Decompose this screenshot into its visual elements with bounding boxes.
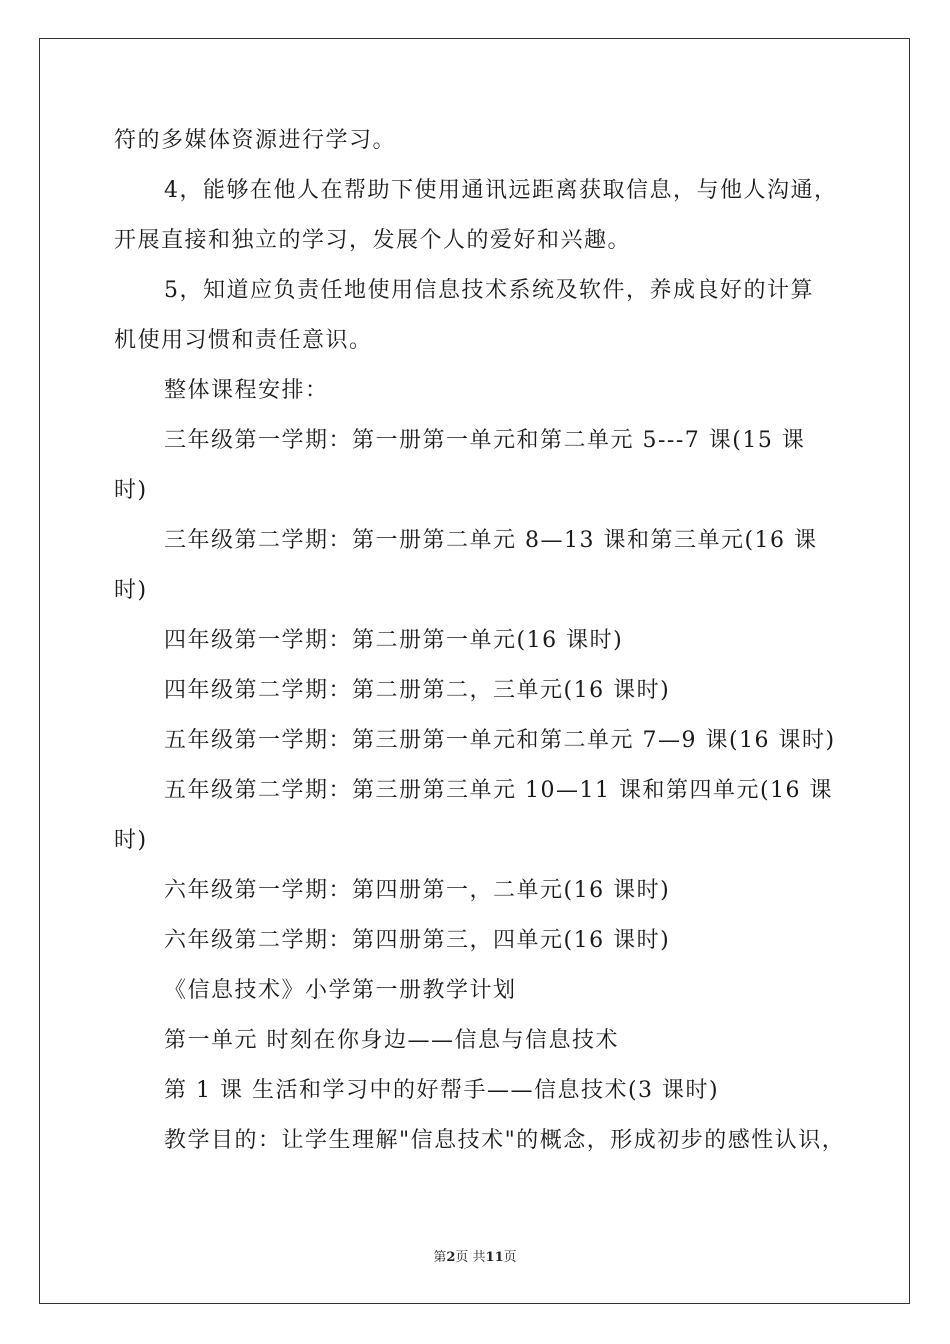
lesson-heading: 第 1 课 生活和学习中的好帮手——信息技术(3 课时) bbox=[164, 1078, 720, 1103]
schedule-item: 三年级第二学期：第一册第二单元 8—13 课和第三单元(16 课 bbox=[164, 528, 818, 553]
footer-label: 第 bbox=[433, 1250, 447, 1265]
schedule-item: 六年级第二学期：第四册第三，四单元(16 课时) bbox=[164, 928, 671, 953]
schedule-item: 四年级第二学期：第二册第二，三单元(16 课时) bbox=[164, 678, 671, 703]
plan-title: 《信息技术》小学第一册教学计划 bbox=[164, 978, 517, 1003]
section-heading: 整体课程安排： bbox=[164, 378, 329, 403]
text-line: 开展直接和独立的学习，发展个人的爱好和兴趣。 bbox=[114, 228, 632, 253]
schedule-item: 四年级第一学期：第二册第一单元(16 课时) bbox=[164, 628, 624, 653]
footer-label: 页 bbox=[503, 1250, 517, 1265]
text-line: 5，知道应负责任地使用信息技术系统及软件，养成良好的计算 bbox=[164, 278, 814, 303]
current-page-number: 2 bbox=[446, 1250, 456, 1265]
total-page-count: 11 bbox=[485, 1250, 504, 1265]
schedule-item: 五年级第一学期：第三册第一单元和第二单元 7—9 课(16 课时) bbox=[164, 728, 836, 753]
schedule-item-continued: 时) bbox=[114, 478, 148, 503]
text-line: 符的多媒体资源进行学习。 bbox=[114, 128, 397, 153]
text-line: 4，能够在他人在帮助下使用通讯远距离获取信息，与他人沟通， bbox=[164, 178, 838, 203]
schedule-item: 三年级第一学期：第一册第一单元和第二单元 5---7 课(15 课 bbox=[164, 428, 806, 453]
unit-heading: 第一单元 时刻在你身边——信息与信息技术 bbox=[164, 1028, 619, 1053]
schedule-item: 六年级第一学期：第四册第一，二单元(16 课时) bbox=[164, 878, 671, 903]
schedule-item: 五年级第二学期：第三册第三单元 10—11 课和第四单元(16 课 bbox=[164, 778, 834, 803]
text-line: 教学目的：让学生理解"信息技术"的概念，形成初步的感性认识， bbox=[164, 1128, 846, 1153]
schedule-item-continued: 时) bbox=[114, 578, 148, 603]
page-footer bbox=[0, 1246, 950, 1265]
text-line: 机使用习惯和责任意识。 bbox=[114, 328, 373, 353]
footer-label: 页 共 bbox=[455, 1250, 486, 1265]
schedule-item-continued: 时) bbox=[114, 828, 148, 853]
